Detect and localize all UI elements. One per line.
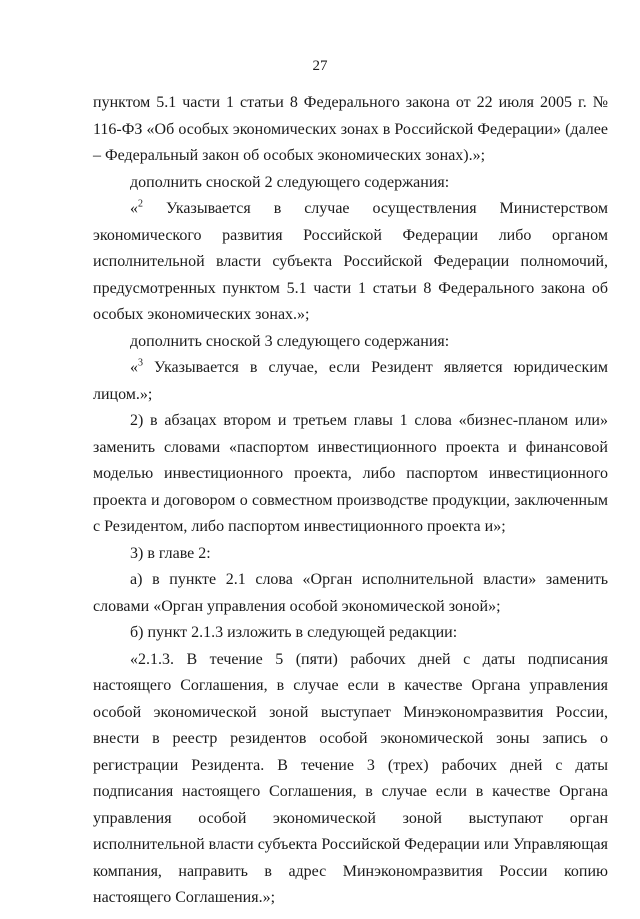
paragraph-text: 3) в главе 2: (130, 544, 211, 562)
paragraph-2 (93, 170, 608, 197)
paragraph-5-footnote-3 (93, 355, 608, 408)
paragraph-text: дополнить сноской 2 следующего содержания: (130, 173, 450, 191)
paragraph-text: 2) в абзацах втором и третьем главы 1 слова «бизнес-планом или» заменить словами «паспортом инвестиционного проекта и финансовой моделью инвестиционного проекта, либо паспортом инвестиционного проекта и договором о совместном производстве продукции, заключенным с Резидентом, либо паспортом инвестиционного проекта и»; (93, 412, 608, 535)
paragraph-10 (93, 647, 608, 912)
paragraph-6 (93, 408, 608, 541)
paragraph-8 (93, 567, 608, 620)
footnote-marker-2: 2 (138, 198, 143, 210)
paragraph-1 (93, 90, 608, 170)
paragraph-3-footnote-2 (93, 196, 608, 329)
footnote-marker-3: 3 (138, 357, 143, 369)
page-number: 27 (312, 58, 328, 74)
paragraph-7 (93, 541, 608, 568)
open-quote: « (130, 359, 138, 376)
paragraph-text: а) в пункте 2.1 слова «Орган исполнительной власти» заменить словами «Орган управления особой экономической зоной»; (93, 571, 608, 615)
paragraph-text: дополнить сноской 3 следующего содержания: (130, 332, 450, 350)
paragraph-text: б) пункт 2.1.3 изложить в следующей редакции: (130, 624, 458, 641)
paragraph-text: Указывается в случае осуществления Министерством экономического развития Российской Федерации либо органом исполнительной власти субъекта Российской Федерации полномочий, предусмотренных пунктом 5.1 части 1 статьи 8 Федерального закона об особых экономических зонах.»; (93, 200, 608, 323)
paragraph-text: пунктом 5.1 части 1 статьи 8 Федерального закона от 22 июля 2005 г. № 116-ФЗ «Об особых экономических зонах в Российской Федерации» (далее – Федеральный закон об особых экономических зонах).»; (93, 94, 608, 164)
paragraph-4 (93, 329, 608, 356)
document-body (93, 90, 608, 912)
open-quote: « (130, 200, 138, 217)
paragraph-text: Указывается в случае, если Резидент является юридическим лицом.»; (93, 359, 608, 403)
paragraph-text: «2.1.3. В течение 5 (пяти) рабочих дней с даты подписания настоящего Соглашения, в случае если в качестве Органа управления особой экономической зоной выступает Минэкономразвития России, внести в реестр резидентов особой экономической зоны запись о регистрации Резидента. В течение 3 (трех) рабочих дней с даты подписания настоящего Соглашения, в случае если в качестве Органа управления особой экономической зоной выступают орган исполнительной власти субъекта Российской Федерации или Управляющая компания, направить в адрес Минэкономразвития России копию настоящего Соглашения.»; (93, 650, 608, 906)
paragraph-9 (93, 620, 608, 647)
